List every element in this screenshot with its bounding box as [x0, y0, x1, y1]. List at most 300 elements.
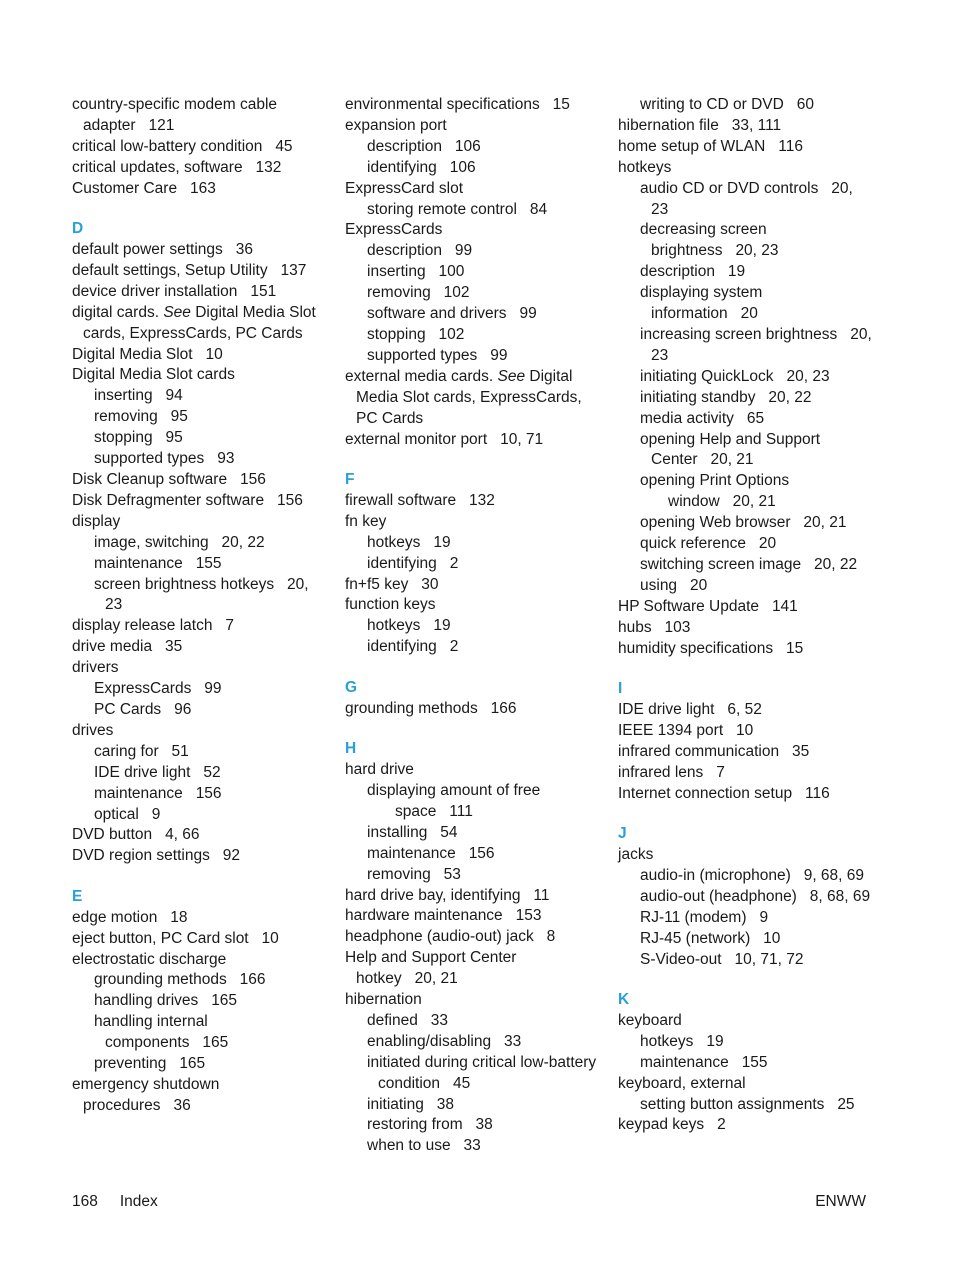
index-entry: [345, 116, 600, 137]
index-term: audio-in (microphone): [640, 866, 791, 884]
index-entry: [72, 846, 322, 867]
index-subentry: [345, 283, 600, 304]
index-subentry: [345, 844, 600, 865]
index-term: hotkeys: [367, 533, 421, 551]
index-term: eject button, PC Card slot: [72, 929, 249, 947]
index-term: critical updates, software: [72, 158, 243, 176]
index-term: removing: [367, 865, 431, 883]
index-subentry: [72, 763, 322, 784]
page-reference: 15: [552, 96, 570, 113]
index-entry: [345, 575, 600, 596]
index-subentry: [72, 1054, 322, 1075]
page-reference: 93: [217, 450, 235, 468]
index-term: Customer Care: [72, 179, 178, 197]
page-reference: 52: [203, 763, 221, 781]
index-term: switching screen image: [640, 555, 802, 573]
index-subentry: [618, 430, 873, 472]
index-entry: [618, 1115, 873, 1136]
index-term: displaying system information: [640, 284, 763, 323]
index-term: IEEE 1394 port: [618, 721, 724, 739]
index-term: image, switching: [94, 533, 209, 551]
index-term: RJ-11 (modem): [640, 908, 747, 926]
index-term: infrared communication: [618, 742, 780, 760]
page-reference: 102: [443, 284, 470, 302]
page-reference: 18: [170, 908, 188, 926]
page-reference: 92: [222, 847, 241, 865]
index-term: hotkeys: [367, 617, 421, 635]
page-reference: 20: [740, 305, 758, 323]
index-subentry: [72, 970, 322, 991]
index-entry: [345, 948, 600, 990]
index-term: storing remote control: [367, 200, 517, 218]
index-subentry: [345, 262, 600, 283]
index-entry: [72, 491, 322, 512]
index-term: inserting: [367, 263, 426, 281]
index-term: setting button assignments: [640, 1095, 825, 1113]
index-term: quick reference: [640, 535, 746, 553]
index-term: keyboard, external: [618, 1074, 746, 1092]
page-reference: 10: [736, 721, 754, 739]
index-entry: [618, 1074, 873, 1095]
index-term: Disk Defragmenter software: [72, 491, 265, 509]
index-entry: [618, 639, 873, 660]
index-term: humidity specifications: [618, 639, 774, 657]
index-subentry: [345, 1011, 600, 1032]
index-entry: [72, 303, 322, 345]
index-entry: [72, 616, 322, 637]
index-subentry: [345, 1115, 600, 1136]
index-term: environmental specifications: [345, 96, 540, 113]
page-reference: 103: [664, 618, 691, 636]
index-letter-heading: E: [72, 887, 83, 905]
index-subentry: [345, 241, 600, 262]
index-term: headphone (audio-out) jack: [345, 928, 534, 946]
index-entry: [345, 906, 600, 927]
index-term: opening Help and Support Center: [640, 430, 821, 469]
index-subentry: [618, 534, 873, 555]
index-entry: [345, 512, 600, 533]
page-reference: 33: [504, 1032, 522, 1050]
index-term: preventing: [94, 1055, 167, 1073]
index-term: when to use: [367, 1137, 451, 1155]
index-letter-heading: J: [618, 825, 627, 843]
see-reference: See: [497, 367, 526, 385]
index-subentry: [345, 1095, 600, 1116]
page-reference: 45: [452, 1074, 471, 1092]
index-term: drivers: [72, 659, 119, 677]
page-reference: 20, 21: [803, 514, 847, 532]
index-entry: [72, 137, 322, 158]
page-reference: 7: [225, 617, 234, 635]
index-term: ExpressCard slot: [345, 179, 464, 197]
page-reference: 99: [490, 346, 508, 364]
index-subentry: [618, 576, 873, 597]
index-term: Disk Cleanup software: [72, 471, 228, 488]
index-term: maintenance: [640, 1053, 729, 1071]
index-term: RJ-45 (network): [640, 929, 751, 947]
index-term: fn+f5 key: [345, 575, 409, 593]
see-target: Digital Media Slot cards, ExpressCards, PC Cards: [356, 367, 582, 427]
index-term: opening Web browser: [640, 514, 791, 532]
index-letter-heading: H: [345, 740, 357, 758]
index-term: supported types: [367, 346, 478, 364]
index-term: removing: [94, 408, 158, 426]
index-term: ExpressCards: [345, 221, 443, 239]
index-subentry: [72, 407, 322, 428]
index-entry: [72, 345, 322, 366]
index-subentry: [345, 554, 600, 575]
index-entry: [345, 595, 600, 616]
index-term: IDE drive light: [94, 763, 191, 781]
index-term: default settings, Setup Utility: [72, 261, 268, 279]
index-term: hotkeys: [618, 158, 672, 176]
index-term: writing to CD or DVD: [640, 96, 784, 113]
page-reference: 7: [716, 763, 725, 781]
index-term: identifying: [367, 554, 437, 572]
index-letter-heading: I: [618, 680, 623, 698]
index-term: handling internal components: [94, 1013, 208, 1052]
page-reference: 20, 23: [735, 242, 779, 260]
index-term: audio-out (headphone): [640, 887, 797, 905]
page-reference: 156: [195, 784, 222, 802]
index-subentry: [618, 220, 873, 262]
index-subentry: [72, 700, 322, 721]
index-term: description: [367, 137, 442, 155]
index-term: IDE drive light: [618, 700, 715, 718]
index-term: DVD region settings: [72, 847, 210, 865]
page-reference: 137: [280, 261, 307, 279]
page-reference: 19: [727, 263, 746, 281]
index-subentry: [345, 304, 600, 325]
page-reference: 10, 71, 72: [734, 950, 804, 968]
page-reference: 111: [449, 802, 473, 820]
index-entry: [345, 367, 600, 430]
index-entry: [618, 721, 873, 742]
index-entry: [72, 637, 322, 658]
index-entry: [345, 95, 600, 116]
index-term: maintenance: [367, 844, 456, 862]
index-subentry: [345, 865, 600, 886]
index-entry: [72, 908, 322, 929]
index-subentry: [618, 929, 873, 950]
page-reference: 19: [706, 1032, 724, 1050]
index-subentry: [72, 554, 322, 575]
index-subentry: [618, 513, 873, 534]
page-reference: 53: [443, 865, 461, 883]
page-reference: 20, 22: [221, 533, 265, 551]
index-term: stopping: [367, 325, 426, 343]
page-reference: 132: [255, 158, 282, 176]
index-term: stopping: [94, 429, 153, 447]
index-term: initiating QuickLock: [640, 367, 774, 385]
index-entry: [618, 618, 873, 639]
index-subentry: [618, 471, 873, 513]
index-entry: [72, 721, 322, 742]
page-reference: 156: [277, 491, 303, 509]
page-reference: 165: [202, 1034, 229, 1052]
index-term: hibernation: [345, 991, 422, 1009]
index-entry: [72, 825, 322, 846]
page-reference: 51: [171, 742, 189, 760]
index-term: emergency shutdown procedures: [72, 1075, 220, 1114]
page-reference: 35: [165, 638, 183, 656]
index-subentry: [618, 555, 873, 576]
index-entry: [618, 597, 873, 618]
index-term: initiated during critical low-battery condition: [367, 1053, 597, 1092]
index-term: hard drive bay, identifying: [345, 886, 521, 904]
index-entry: [618, 845, 873, 866]
index-term: removing: [367, 284, 431, 302]
index-term: maintenance: [94, 554, 183, 572]
index-term: enabling/disabling: [367, 1032, 492, 1050]
index-entry: [72, 179, 322, 200]
index-subentry: [618, 262, 873, 283]
page-reference: 20, 23: [651, 179, 853, 218]
page-reference: 6, 52: [727, 700, 762, 718]
index-term: using: [640, 576, 678, 594]
page-reference: 166: [239, 971, 266, 989]
page-reference: 156: [468, 844, 495, 862]
index-term: Internet connection setup: [618, 784, 793, 802]
index-term: hardware maintenance: [345, 907, 503, 925]
index-letter-heading: K: [618, 991, 630, 1009]
index-term: maintenance: [94, 784, 183, 802]
index-entry: [618, 763, 873, 784]
index-term: fn key: [345, 512, 387, 530]
index-subentry: [345, 346, 600, 367]
page-reference: 84: [529, 200, 548, 218]
index-entry: [72, 470, 322, 491]
index-term: edge motion: [72, 908, 158, 926]
index-term: expansion port: [345, 116, 447, 134]
index-entry: [618, 158, 873, 179]
page-reference: 10: [261, 929, 279, 947]
index-subentry: [72, 575, 322, 617]
page-reference: 9: [151, 805, 161, 823]
page-reference: 100: [438, 263, 465, 281]
index-term: hotkeys: [640, 1032, 694, 1050]
page-reference: 45: [275, 137, 293, 155]
index-entry: [72, 950, 322, 971]
index-term: decreasing screen brightness: [640, 221, 767, 260]
index-term: description: [367, 242, 442, 260]
index-entry: [345, 430, 600, 451]
index-subentry: [345, 781, 600, 823]
index-term: default power settings: [72, 241, 223, 259]
index-term: electrostatic discharge: [72, 950, 227, 968]
index-term: hubs: [618, 618, 652, 636]
index-term: infrared lens: [618, 763, 704, 781]
page-reference: 20, 22: [814, 555, 858, 573]
page-reference: 9, 68, 69: [803, 866, 865, 884]
page-reference: 155: [741, 1053, 768, 1071]
index-subentry: [72, 428, 322, 449]
index-term: identifying: [367, 638, 437, 656]
index-term: Digital Media Slot: [72, 345, 193, 363]
index-subentry: [618, 908, 873, 929]
page-reference: 25: [837, 1095, 855, 1113]
index-term: audio CD or DVD controls: [640, 179, 819, 197]
page-reference: 20, 23: [786, 367, 830, 385]
index-term: media activity: [640, 409, 734, 427]
index-subentry: [345, 823, 600, 844]
page-reference: 38: [436, 1095, 455, 1113]
page-reference: 4, 66: [165, 826, 200, 844]
index-subentry: [72, 805, 322, 826]
page-reference: 20: [689, 576, 708, 594]
index-term: inserting: [94, 387, 153, 405]
page-reference: 33: [430, 1011, 449, 1029]
index-subentry: [618, 866, 873, 887]
index-entry: [618, 700, 873, 721]
index-term: optical: [94, 805, 139, 823]
index-column-2: [345, 95, 600, 1157]
index-term: installing: [367, 823, 428, 841]
page-reference: 106: [454, 137, 481, 155]
index-entry: [618, 784, 873, 805]
index-subentry: [618, 367, 873, 388]
index-term: digital cards.: [72, 303, 160, 321]
page-reference: 11: [533, 886, 550, 904]
page-reference: 165: [179, 1055, 206, 1073]
index-term: display: [72, 512, 121, 530]
index-term: device driver installation: [72, 282, 238, 300]
index-subentry: [618, 179, 873, 221]
index-term: jacks: [618, 846, 654, 863]
see-target: Digital Media Slot cards, ExpressCards, PC Cards: [83, 303, 316, 342]
index-term: initiating standby: [640, 388, 756, 406]
index-term: keypad keys: [618, 1116, 705, 1134]
index-term: description: [640, 263, 715, 281]
index-entry: [345, 886, 600, 907]
index-subentry: [618, 1095, 873, 1116]
index-entry: [345, 760, 600, 781]
page-reference: 20: [758, 535, 777, 553]
page-reference: 20, 23: [651, 325, 872, 364]
index-subentry: [72, 1012, 322, 1054]
index-subentry: [618, 950, 873, 971]
index-term: grounding methods: [345, 699, 478, 717]
index-term: caring for: [94, 742, 159, 760]
index-term: external monitor port: [345, 430, 488, 448]
index-term: supported types: [94, 450, 205, 468]
page-reference: 99: [519, 305, 537, 323]
page-reference: 165: [211, 992, 238, 1010]
index-column-3: [618, 95, 873, 1136]
index-entry: [618, 137, 873, 158]
index-subentry: [72, 742, 322, 763]
index-subentry: [618, 325, 873, 367]
index-term: country-specific modem cable adapter: [72, 96, 278, 134]
index-letter-heading: G: [345, 678, 358, 696]
page-reference: 141: [771, 597, 798, 615]
page-reference: 36: [235, 241, 253, 259]
index-term: hard drive: [345, 761, 414, 779]
page-reference: 20, 23: [105, 575, 309, 614]
index-entry: [345, 699, 600, 720]
index-term: critical low-battery condition: [72, 137, 263, 155]
page-reference: 15: [786, 639, 804, 657]
index-term: defined: [367, 1011, 418, 1029]
index-term: S-Video-out: [640, 950, 722, 968]
index-term: drives: [72, 721, 114, 739]
page-reference: 36: [173, 1096, 191, 1114]
index-term: keyboard: [618, 1011, 682, 1029]
index-term: Digital Media Slot cards: [72, 366, 235, 384]
index-subentry: [345, 200, 600, 221]
index-entry: [618, 742, 873, 763]
page-reference: 65: [746, 409, 765, 427]
page-reference: 10: [205, 345, 223, 363]
page-reference: 2: [717, 1116, 726, 1134]
index-subentry: [72, 784, 322, 805]
page-reference: 116: [778, 137, 803, 155]
page-reference: 33, 111: [731, 116, 782, 134]
index-entry: [72, 1075, 322, 1117]
index-term: grounding methods: [94, 971, 227, 989]
index-subentry: [72, 991, 322, 1012]
index-term: handling drives: [94, 992, 199, 1010]
index-term: hibernation file: [618, 116, 719, 134]
index-term: increasing screen brightness: [640, 325, 838, 343]
page-reference: 155: [195, 554, 222, 572]
index-entry: [618, 1011, 873, 1032]
page-reference: 2: [449, 554, 459, 572]
index-entry: [345, 491, 600, 512]
index-term: drive media: [72, 638, 153, 656]
index-subentry: [345, 1032, 600, 1053]
page-reference: 96: [174, 700, 192, 718]
page-reference: 153: [515, 907, 542, 925]
index-term: screen brightness hotkeys: [94, 575, 275, 593]
index-subentry: [345, 325, 600, 346]
page-reference: 116: [805, 784, 830, 802]
page-reference: 163: [190, 179, 216, 197]
index-term: software and drivers: [367, 305, 507, 323]
page-reference: 35: [792, 742, 810, 760]
index-entry: [72, 158, 322, 179]
page-reference: 2: [449, 638, 459, 656]
index-entry: [345, 179, 600, 200]
index-subentry: [72, 679, 322, 700]
index-entry: [72, 95, 322, 137]
page-reference: 99: [454, 242, 473, 260]
index-term: Help and Support Center hotkey: [345, 949, 517, 988]
index-letter-heading: D: [72, 220, 84, 238]
index-subentry: [72, 386, 322, 407]
index-entry: [345, 990, 600, 1011]
page-number: 168: [72, 1193, 98, 1210]
index-subentry: [345, 1136, 600, 1157]
index-entry: [345, 927, 600, 948]
index-term: displaying amount of free space: [367, 781, 541, 820]
page-reference: 54: [440, 823, 458, 841]
index-subentry: [345, 137, 600, 158]
page-reference: 151: [250, 282, 277, 300]
page-reference: 30: [421, 575, 439, 593]
see-reference: See: [163, 303, 191, 321]
index-subentry: [345, 533, 600, 554]
footer-code: ENWW: [815, 1193, 866, 1210]
index-entry: [72, 240, 322, 261]
page-reference: 19: [433, 617, 451, 635]
page-reference: 8, 68, 69: [809, 887, 871, 905]
index-term: opening Print Options window: [640, 472, 790, 511]
page-reference: 20, 21: [414, 970, 458, 988]
index-entry: [618, 116, 873, 137]
page-reference: 166: [490, 699, 517, 717]
page-reference: 20, 21: [732, 493, 776, 511]
